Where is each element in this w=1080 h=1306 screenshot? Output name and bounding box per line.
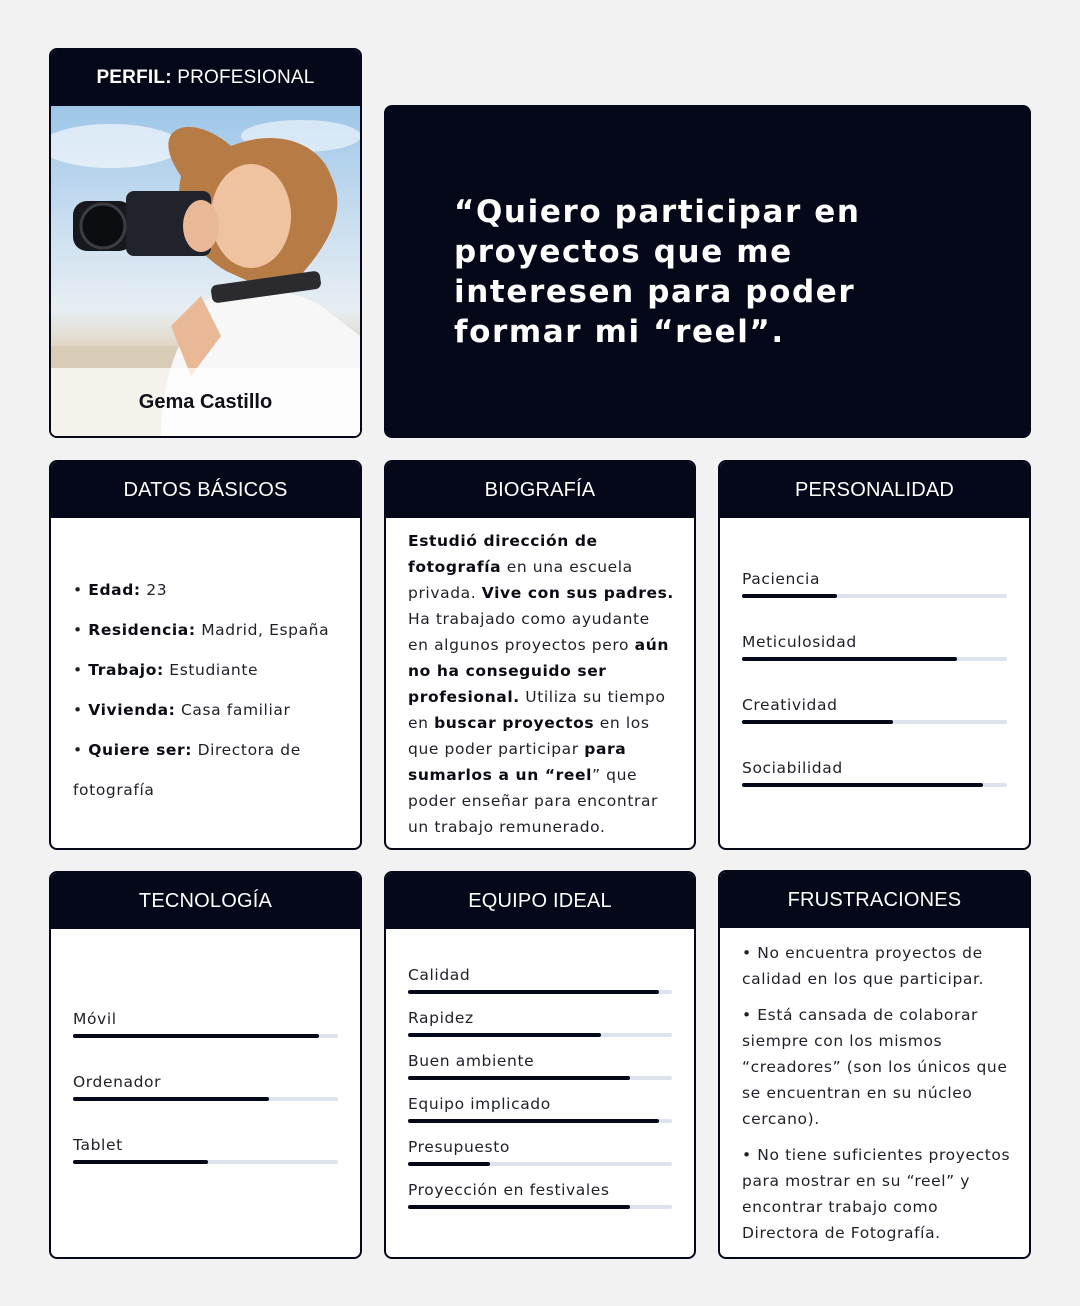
biography-segment: ” que poder enseñar para encontrar un trabajo remunerado. — [408, 766, 659, 836]
biography-segment: Estudió dirección de fotografía — [408, 532, 598, 576]
team-label: Calidad — [408, 966, 471, 984]
team-bar-fill — [408, 1033, 601, 1037]
personality-trait-bar-track — [742, 783, 1007, 787]
personality-trait-label: Paciencia — [742, 570, 821, 588]
technology-bar-fill — [73, 1160, 208, 1164]
basic-item-job: • Trabajo: Estudiante — [73, 661, 259, 679]
team-bar-track — [408, 1119, 672, 1123]
team-bar-track — [408, 1076, 672, 1080]
team-bar-track — [408, 1033, 672, 1037]
team-item — [408, 1138, 672, 1156]
team-label: Presupuesto — [408, 1138, 510, 1156]
personality-trait-label: Meticulosidad — [742, 633, 857, 651]
technology-item — [73, 1136, 338, 1154]
profile-photo — [51, 106, 360, 436]
biography-segment: buscar proyectos — [434, 714, 595, 732]
personality-card — [718, 460, 1031, 850]
basic-item-residence: • Residencia: Madrid, España — [73, 621, 330, 639]
personality-title: PERSONALIDAD — [720, 462, 1029, 518]
personality-trait-item — [742, 633, 1007, 651]
biography-segment: Vive con sus padres. — [481, 584, 674, 602]
team-bar-fill — [408, 990, 659, 994]
profile-card — [49, 48, 362, 438]
team-item — [408, 1052, 672, 1070]
team-item — [408, 1095, 672, 1113]
basic-item-goal: • Quiere ser: Directora de — [73, 741, 301, 759]
technology-bar-track — [73, 1160, 338, 1164]
personality-trait-bar-track — [742, 594, 1007, 598]
frustrations-list — [720, 928, 1029, 1246]
technology-label: Móvil — [73, 1010, 117, 1028]
team-bar-fill — [408, 1205, 630, 1209]
profile-header — [51, 50, 360, 106]
team-label: Buen ambiente — [408, 1052, 535, 1070]
team-label: Rapidez — [408, 1009, 474, 1027]
profile-name: Gema Castillo — [51, 368, 360, 436]
frustration-item: • Está cansada de colaborar siempre con los mismos “creadores” (son los únicos que se encuentran en su núcleo cercano). — [742, 1006, 1008, 1128]
profile-header-type: PROFESIONAL — [171, 67, 315, 88]
basic-item-housing: • Vivienda: Casa familiar — [73, 701, 291, 719]
personality-trait-item — [742, 696, 1007, 714]
personality-trait-bar-fill — [742, 720, 893, 724]
profile-header-label: PERFIL: — [96, 67, 172, 88]
biography-segment: Ha trabajado como ayudante en algunos proyectos pero — [408, 610, 650, 654]
team-bar-track — [408, 1162, 672, 1166]
biography-segment: para sumarlos a un “reel — [408, 740, 627, 784]
team-bar-fill — [408, 1076, 630, 1080]
quote-panel — [384, 105, 1031, 438]
team-label: Equipo implicado — [408, 1095, 551, 1113]
basic-data-title: DATOS BÁSICOS — [51, 462, 360, 518]
biography-segment: aún no ha conseguido ser profesional. — [408, 636, 669, 706]
basic-data-list — [51, 518, 360, 810]
technology-label: Tablet — [73, 1136, 123, 1154]
technology-item — [73, 1073, 338, 1091]
personality-trait-label: Creatividad — [742, 696, 838, 714]
frustrations-title: FRUSTRACIONES — [720, 872, 1029, 928]
technology-card — [49, 871, 362, 1259]
basic-item-age: • Edad: 23 — [73, 581, 168, 599]
ideal-team-title: EQUIPO IDEAL — [386, 873, 694, 929]
technology-bar-track — [73, 1034, 338, 1038]
frustration-item: • No encuentra proyectos de calidad en los que participar. — [742, 944, 985, 988]
personality-trait-bar-fill — [742, 783, 983, 787]
team-bar-track — [408, 1205, 672, 1209]
personality-trait-item — [742, 570, 1007, 588]
personality-trait-bar-fill — [742, 657, 957, 661]
technology-bar-fill — [73, 1034, 319, 1038]
technology-title: TECNOLOGÍA — [51, 873, 360, 929]
quote-text: “Quiero participar en proyectos que me interesen para poder formar mi “reel”. — [454, 193, 861, 350]
biography-title: BIOGRAFÍA — [386, 462, 694, 518]
team-bar-fill — [408, 1162, 490, 1166]
ideal-team-card — [384, 871, 696, 1259]
biography-segment: Utiliza su tiempo en — [408, 688, 666, 732]
frustrations-card — [718, 870, 1031, 1259]
personality-trait-bar-track — [742, 657, 1007, 661]
personality-trait-label: Sociabilidad — [742, 759, 843, 777]
technology-label: Ordenador — [73, 1073, 162, 1091]
technology-bar-fill — [73, 1097, 269, 1101]
biography-segment: en los que poder participar — [408, 714, 650, 758]
team-bar-track — [408, 990, 672, 994]
personality-trait-bar-fill — [742, 594, 837, 598]
team-bar-fill — [408, 1119, 659, 1123]
basic-item-goal-wrap: fotografía — [73, 781, 155, 799]
technology-item — [73, 1010, 338, 1028]
biography-text — [386, 518, 694, 840]
team-item — [408, 1181, 672, 1199]
team-label: Proyección en festivales — [408, 1181, 610, 1199]
biography-card — [384, 460, 696, 850]
personality-trait-bar-track — [742, 720, 1007, 724]
team-item — [408, 966, 672, 984]
team-item — [408, 1009, 672, 1027]
frustration-item: • No tiene suficientes proyectos para mostrar en su “reel” y encontrar trabajo como Directora de Fotografía. — [742, 1146, 1011, 1242]
technology-bar-track — [73, 1097, 338, 1101]
biography-segment: en una escuela privada. — [408, 558, 633, 602]
personality-trait-item — [742, 759, 1007, 777]
basic-data-card — [49, 460, 362, 850]
